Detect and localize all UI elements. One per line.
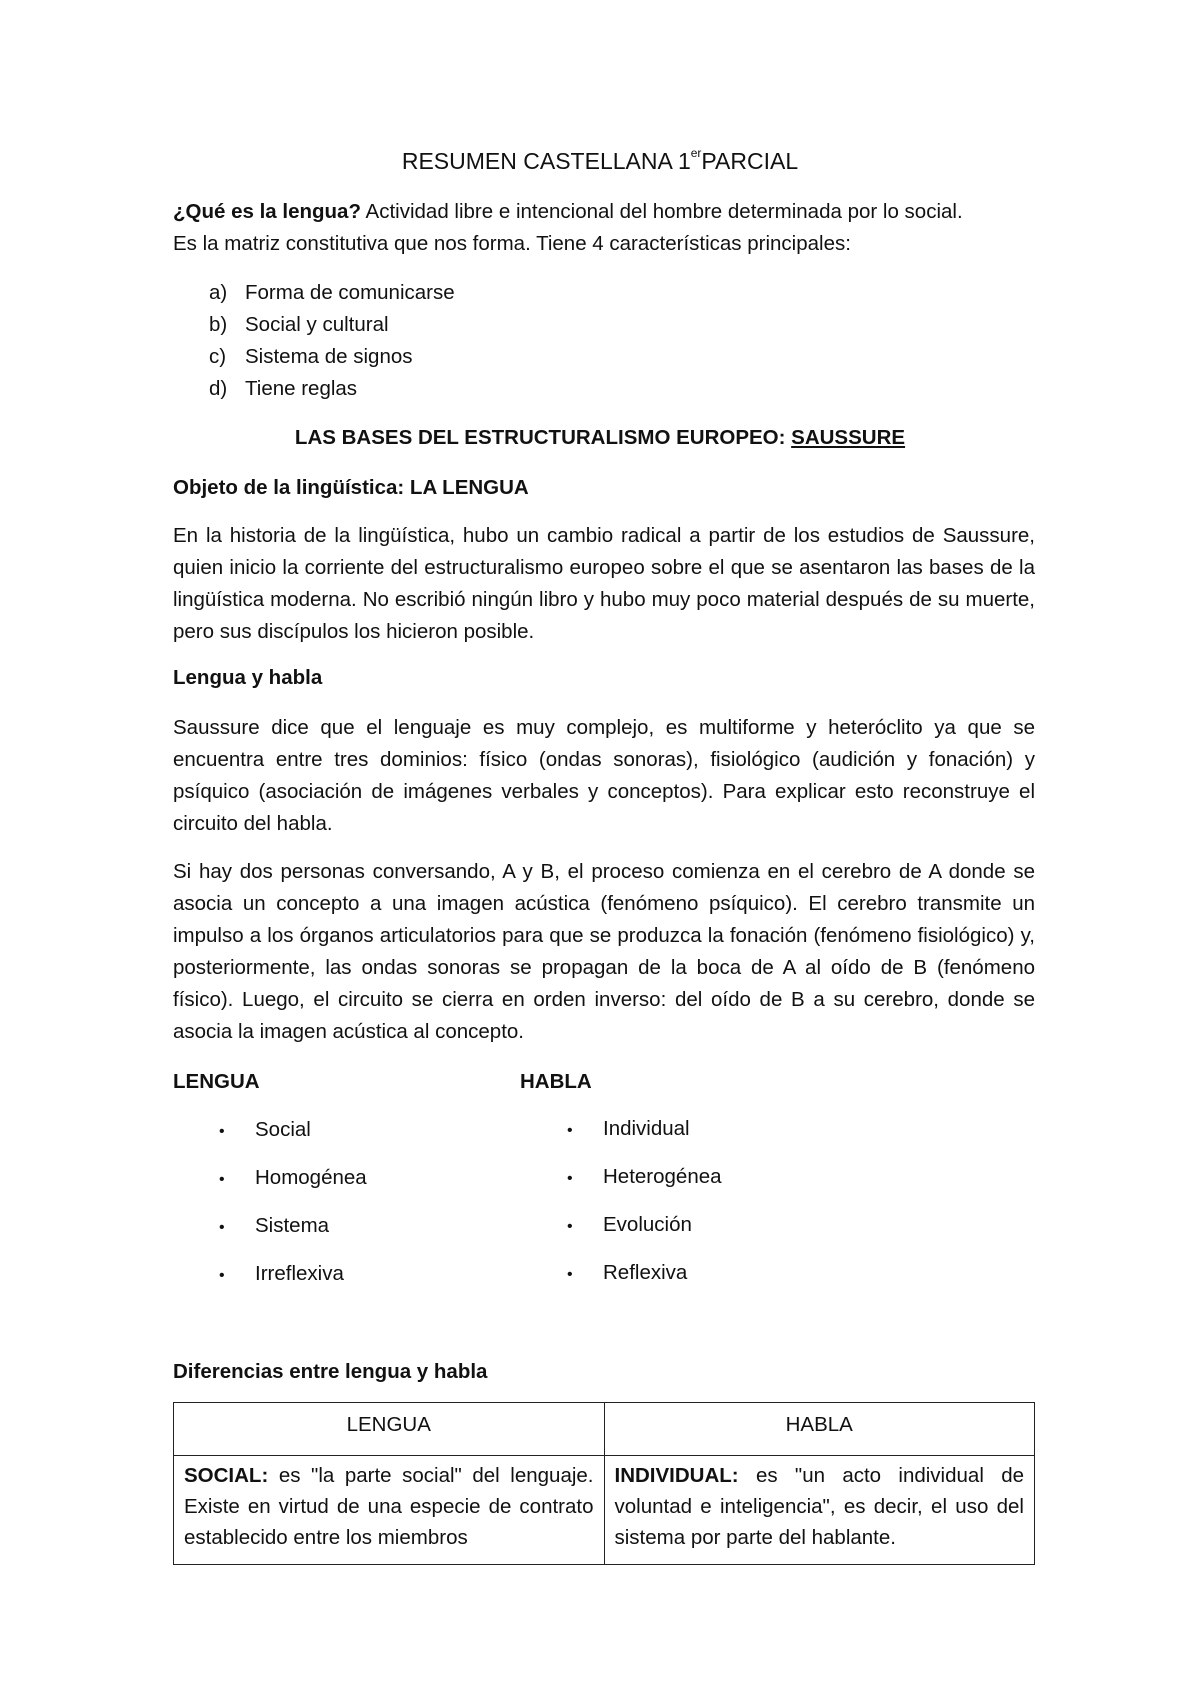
- list-item: • Homogénea: [219, 1166, 367, 1189]
- habla-list-heading: HABLA: [520, 1070, 592, 1093]
- list-item: • Irreflexiva: [219, 1262, 344, 1285]
- paragraph-lenguaje: Saussure dice que el lenguaje es muy complejo, es multiforme y heteróclito ya que se encuentra entre tres dominios: físico (ondas sonoras), fisiológico (audición y fonación) y psíquico (asociación de imágenes verbales y conceptos). Para explicar esto reconstruye el circuito del habla.: [173, 716, 1035, 835]
- object-heading: Objeto de la lingüística: LA LENGUA: [173, 476, 529, 499]
- list-item: • Social: [219, 1118, 311, 1141]
- intro-question: ¿Qué es la lengua?: [173, 200, 361, 223]
- saussure-name: SAUSSURE: [791, 426, 906, 449]
- table-cell-lengua: SOCIAL: es "la parte social" del lenguaje. Existe en virtud de una especie de contrato establecido entre los miembros: [174, 1456, 605, 1565]
- table-row: [174, 1456, 1035, 1565]
- document-title: RESUMEN CASTELLANA 1erPARCIAL: [401, 146, 799, 174]
- list-item: b) Social y cultural: [209, 313, 389, 336]
- section-heading: LAS BASES DEL ESTRUCTURALISMO EUROPEO: SAUSSURE: [294, 426, 906, 449]
- list-item: • Reflexiva: [567, 1261, 688, 1284]
- list-item: d) Tiene reglas: [209, 377, 358, 400]
- intro-line-2: Es la matriz constitutiva que nos forma. Tiene 4 características principales:: [173, 232, 851, 255]
- list-item: • Heterogénea: [567, 1165, 722, 1188]
- table-header-row: [174, 1403, 1035, 1456]
- list-item: • Sistema: [219, 1214, 330, 1237]
- title-superscript: er: [690, 146, 702, 160]
- differences-heading: Diferencias entre lengua y habla: [173, 1360, 488, 1383]
- table-header-lengua: LENGUA: [174, 1403, 605, 1456]
- paragraph-history: En la historia de la lingüística, hubo un cambio radical a partir de los estudios de Saussure, quien inicio la corriente del estructuralismo europeo sobre el que se asentaron las bases de la lingüística moderna. No escribió ningún libro y hubo muy poco material después de su muerte, pero sus discípulos los hicieron posible.: [173, 524, 1035, 643]
- list-item: • Evolución: [567, 1213, 692, 1236]
- list-item: c) Sistema de signos: [209, 345, 413, 368]
- table-cell-habla: INDIVIDUAL: es "un acto individual de voluntad e inteligencia", es decir, el uso del sistema por parte del hablante.: [604, 1456, 1035, 1565]
- table-header-habla: HABLA: [604, 1403, 1035, 1456]
- lengua-list-heading: LENGUA: [173, 1070, 260, 1093]
- list-item: • Individual: [567, 1117, 690, 1140]
- differences-table: [173, 1402, 1035, 1565]
- intro-line-1: ¿Qué es la lengua? Actividad libre e intencional del hombre determinada por lo social.: [173, 200, 963, 223]
- paragraph-circuito: Si hay dos personas conversando, A y B, el proceso comienza en el cerebro de A donde se asocia un concepto a una imagen acústica (fenómeno psíquico). El cerebro transmite un impulso a los órganos articulatorios para que se produzca la fonación (fenómeno fisiológico) y, posteriormente, las ondas sonoras se propagan de la boca de A al oído de B (fenómeno físico). Luego, el circuito se cierra en orden inverso: del oído de B a su cerebro, donde se asocia la imagen acústica al concepto.: [173, 860, 1035, 1043]
- list-item: a) Forma de comunicarse: [209, 281, 455, 304]
- lengua-habla-heading: Lengua y habla: [173, 666, 323, 689]
